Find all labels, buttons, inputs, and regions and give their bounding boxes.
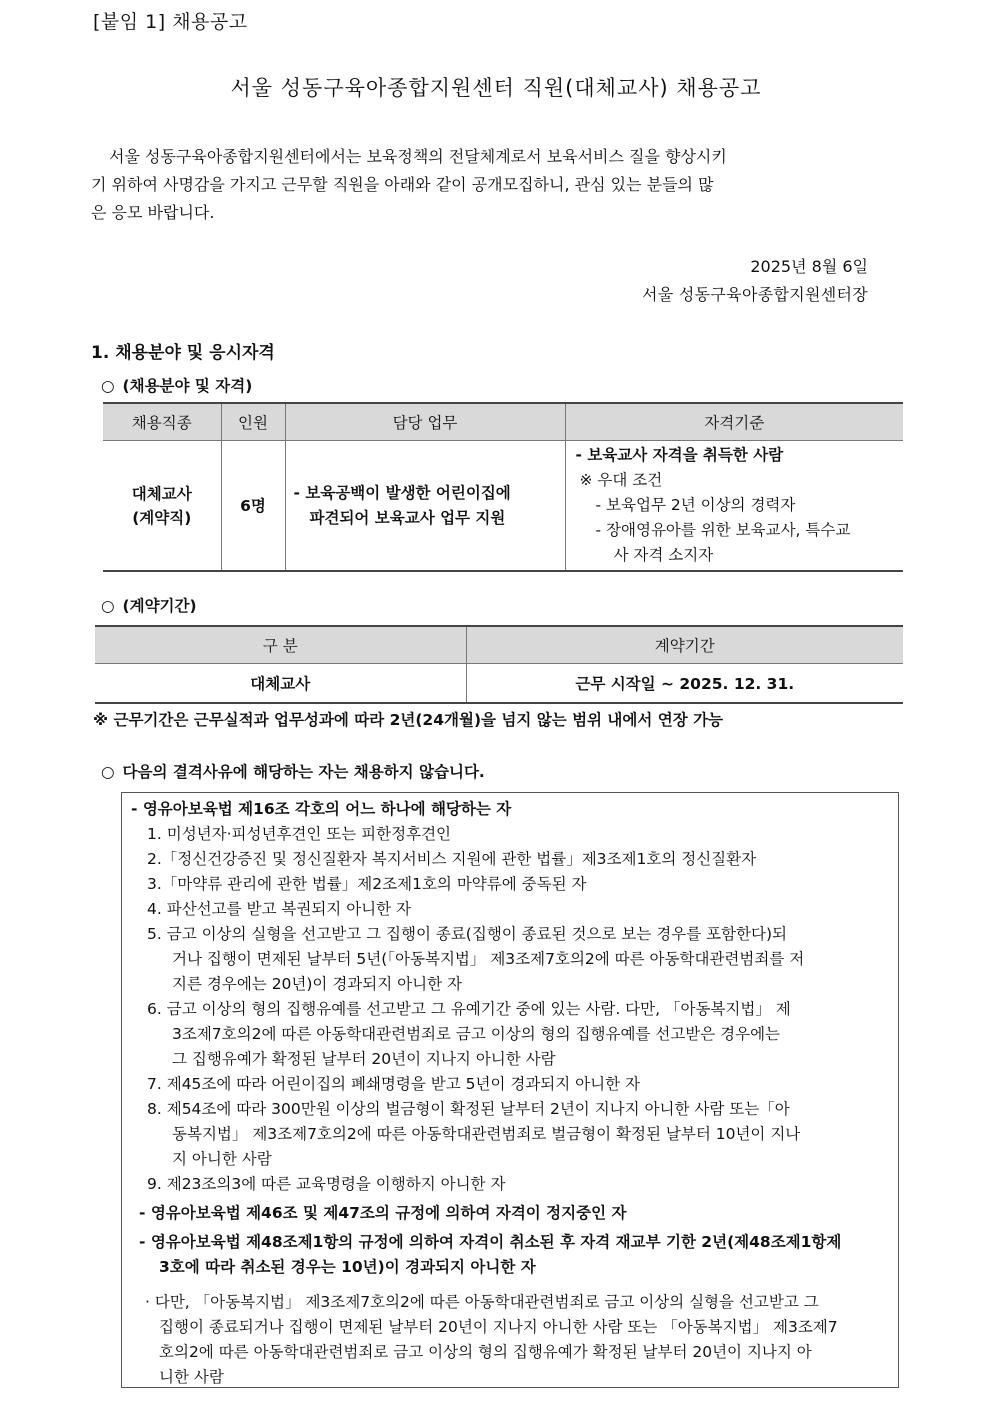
disq-item-cont: 3조제7호의2에 따른 아동학대관련범죄로 금고 이상의 형의 집행유예를 선고받은 경우에는	[172, 1025, 781, 1043]
cell-qualification	[565, 441, 903, 572]
disq-proviso-cont: 니한 사람	[159, 1368, 224, 1386]
extension-note: ※ 근무기간은 근무실적과 업무성과에 따라 2년(24개월)을 넘지 않는 범위 내에서 연장 가능	[93, 711, 724, 729]
job-title: 대체교사	[131, 484, 192, 503]
subsection-label: (채용분야 및 자격)	[122, 377, 253, 395]
disq-item: 9. 제23조의3에 따른 교육명령을 이행하지 아니한 자	[147, 1175, 506, 1193]
subsection-contract	[101, 594, 197, 616]
disq-item-cont: 거나 집행이 면제된 날부터 5년(「아동복지법」 제3조제7호의2에 따른 아동학대관련범죄를 저	[172, 950, 805, 968]
cell-category: 대체교사	[95, 664, 466, 704]
header-job: 채용직종	[103, 403, 221, 441]
disq-proviso-cont: 호의2에 따른 아동학대관련범죄로 금고 이상의 형의 집행유예가 확정된 날부터 20년이 지나지 아	[159, 1343, 812, 1361]
disq-item: 8. 제54조에 따라 300만원 이상의 벌금형이 확정된 날부터 2년이 지나지 아니한 사람 또는「아	[147, 1100, 790, 1118]
header-qualification: 자격기준	[565, 403, 903, 441]
disq-head-2: - 영유아보육법 제46조 및 제47조의 규정에 의하여 자격이 정지중인 자	[139, 1204, 627, 1222]
issuer-name: 서울 성동구육아종합지원센터장	[642, 285, 868, 304]
subsection-disqualification	[101, 760, 485, 782]
cell-job	[103, 441, 221, 572]
disq-item: 6. 금고 이상의 형의 집행유예를 선고받고 그 유예기간 중에 있는 사람. 다만, 「아동복지법」 제	[147, 1000, 791, 1018]
disq-item-cont: 지른 경우에는 20년)이 경과되지 아니한 자	[172, 975, 462, 993]
header-period: 계약기간	[466, 626, 903, 664]
job-type: (계약직)	[132, 508, 192, 527]
disq-item: 7. 제45조에 따라 어린이집의 폐쇄명령을 받고 5년이 경과되지 아니한 자	[147, 1075, 640, 1093]
disq-head-3-cont: 3호에 따라 취소된 경우는 10년)이 경과되지 아니한 자	[159, 1258, 536, 1276]
circle-bullet-icon: ○	[101, 763, 115, 781]
header-category: 구 분	[95, 626, 466, 664]
attachment-label: [붙임 1] 채용공고	[93, 11, 248, 33]
disq-item: 3.「마약류 관리에 관한 법률」제2조제1호의 마약류에 중독된 자	[147, 875, 587, 893]
disq-item: 5. 금고 이상의 실형을 선고받고 그 집행이 종료(집행이 종료된 것으로 보는 경우를 포함한다)되	[147, 925, 788, 943]
page-title: 서울 성동구육아종합지원센터 직원(대체교사) 채용공고	[230, 76, 762, 100]
cell-duty	[285, 441, 565, 572]
intro-line: 은 응모 바랍니다.	[91, 203, 215, 222]
subsection-recruitment	[101, 374, 252, 396]
circle-bullet-icon: ○	[101, 377, 115, 395]
disq-proviso: · 다만, 「아동복지법」 제3조제7호의2에 따른 아동학대관련범죄로 금고 이상의 실형을 선고받고 그	[145, 1293, 819, 1311]
header-duty: 담당 업무	[285, 403, 565, 441]
cell-period: 근무 시작일 ~ 2025. 12. 31.	[466, 664, 903, 704]
qual-preference: ※ 우대 조건	[579, 471, 663, 489]
table-header-row	[103, 403, 903, 441]
table-header-row	[95, 626, 903, 664]
subsection-label: 다음의 결격사유에 해당하는 자는 채용하지 않습니다.	[122, 763, 485, 781]
cell-count: 6명	[221, 441, 285, 572]
section-1-title: 1. 채용분야 및 응시자격	[91, 343, 275, 363]
intro-paragraph	[91, 143, 873, 227]
table-row	[103, 441, 903, 572]
contract-table	[95, 625, 903, 704]
disq-proviso-cont: 집행이 종료되거나 집행이 면제된 날부터 20년이 지나지 아니한 사람 또는 「아동복지법」 제3조제7	[159, 1318, 838, 1336]
disq-item: 4. 파산선고를 받고 복권되지 아니한 자	[147, 900, 412, 918]
disq-item: 2.「정신건강증진 및 정신질환자 복지서비스 지원에 관한 법률」제3조제1호의 정신질환자	[147, 850, 757, 868]
subsection-label: (계약기간)	[122, 597, 197, 615]
intro-line: 기 위하여 사명감을 가지고 근무할 직원을 아래와 같이 공개모집하니, 관심 있는 분들의 많	[91, 175, 714, 194]
circle-bullet-icon: ○	[101, 597, 115, 615]
disq-head-1: - 영유아보육법 제16조 각호의 어느 하나에 해당하는 자	[131, 800, 512, 818]
disq-item-cont: 지 아니한 사람	[172, 1150, 272, 1168]
disq-item: 1. 미성년자·피성년후견인 또는 피한정후견인	[147, 825, 452, 843]
disq-head-3: - 영유아보육법 제48조제1항의 규정에 의하여 자격이 취소된 후 자격 재교부 기한 2년(제48조제1항제	[139, 1233, 842, 1251]
qual-item: - 장애영유아를 위한 보육교사, 특수교	[595, 521, 851, 539]
qual-item-cont: 사 자격 소지자	[613, 546, 714, 564]
disqualification-box	[121, 792, 899, 1388]
duty-line: 파견되어 보육교사 업무 지원	[309, 508, 506, 527]
qual-item: - 보육업무 2년 이상의 경력자	[595, 496, 796, 514]
duty-line: - 보육공백이 발생한 어린이집에	[293, 483, 511, 502]
header-count: 인원	[221, 403, 285, 441]
disq-item-cont: 그 집행유예가 확정된 날부터 20년이 지나지 아니한 사람	[172, 1050, 556, 1068]
qual-main: - 보육교사 자격을 취득한 사람	[575, 446, 784, 464]
recruitment-table	[103, 402, 903, 572]
announcement-date: 2025년 8월 6일	[750, 257, 868, 276]
intro-line: 서울 성동구육아종합지원센터에서는 보육정책의 전달체계로서 보육서비스 질을 향상시키	[109, 147, 727, 166]
table-row	[95, 664, 903, 704]
disq-item-cont: 동복지법」 제3조제7호의2에 따른 아동학대관련범죄로 벌금형이 확정된 날부터 10년이 지나	[172, 1125, 801, 1143]
